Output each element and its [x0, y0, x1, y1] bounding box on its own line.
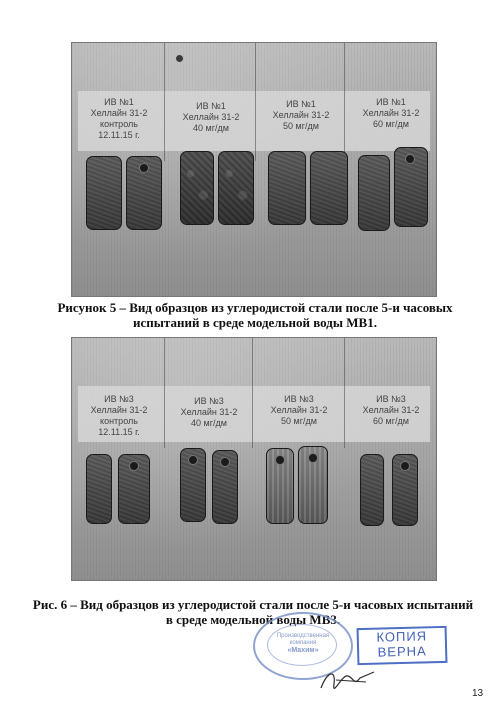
coupon-hole-icon [400, 461, 410, 471]
seal-text: компания [289, 640, 317, 646]
page-number: 13 [472, 688, 484, 699]
coupon-hole-icon [308, 453, 318, 463]
coupon-hole-icon [275, 455, 285, 465]
sample-label-control: ИВ №1 Хеллайн 31-2 контроль 12.11.15 г. [90, 97, 148, 140]
steel-coupon [310, 151, 348, 225]
steel-coupon [180, 151, 214, 225]
coupon-hole-icon [188, 455, 198, 465]
steel-coupon [360, 454, 384, 526]
figure-5-caption: Рисунок 5 – Вид образцов из углеродистой стали после 5-и часовых испытаний в среде модельной воды МВ1. [57, 300, 453, 330]
figure-5-photo [71, 42, 437, 297]
steel-coupon [118, 454, 150, 524]
divider [255, 43, 256, 161]
figure-6-photo [71, 337, 437, 581]
pin-hole-icon [176, 55, 183, 62]
divider [344, 43, 345, 161]
steel-coupon [86, 454, 112, 524]
divider [164, 43, 165, 161]
stamp-text: КОПИЯ [376, 628, 428, 645]
steel-coupon [180, 448, 206, 522]
copy-certified-stamp [357, 626, 448, 665]
sample-label-50: ИВ №3 Хеллайн 31-2 50 мг/дм [270, 394, 328, 426]
coupon-hole-icon [139, 163, 149, 173]
steel-coupon [298, 446, 328, 524]
stamp-text: ВЕРНА [377, 643, 427, 660]
figure-6-caption: Рис. 6 – Вид образцов из углеродистой стали после 5-и часовых испытаний в среде модельной воды МВ3. [32, 597, 474, 627]
sample-label-40: ИВ №3 Хеллайн 31-2 40 мг/дм [180, 396, 238, 428]
steel-coupon [126, 156, 162, 230]
handwritten-signature [318, 666, 378, 694]
steel-coupon [394, 147, 428, 227]
seal-text: Производственная [276, 633, 330, 639]
coupon-hole-icon [220, 457, 230, 467]
sample-label-50: ИВ №1 Хеллайн 31-2 50 мг/дм [272, 99, 330, 131]
sample-label-control: ИВ №3 Хеллайн 31-2 контроль 12.11.15 г. [90, 394, 148, 437]
steel-coupon [218, 151, 254, 225]
coupon-hole-icon [129, 461, 139, 471]
steel-coupon [212, 450, 238, 524]
seal-text: «Махим» [287, 647, 319, 654]
divider [344, 338, 345, 448]
steel-coupon [392, 454, 418, 526]
sample-label-60: ИВ №1 Хеллайн 31-2 60 мг/дм [362, 97, 420, 129]
divider [252, 338, 253, 448]
steel-coupon [86, 156, 122, 230]
coupon-hole-icon [405, 154, 415, 164]
steel-coupon [268, 151, 306, 225]
steel-coupon [358, 155, 390, 231]
sample-label-60: ИВ №3 Хеллайн 31-2 60 мг/дм [362, 394, 420, 426]
sample-label-40: ИВ №1 Хеллайн 31-2 40 мг/дм [182, 101, 240, 133]
divider [164, 338, 165, 448]
steel-coupon [266, 448, 294, 524]
